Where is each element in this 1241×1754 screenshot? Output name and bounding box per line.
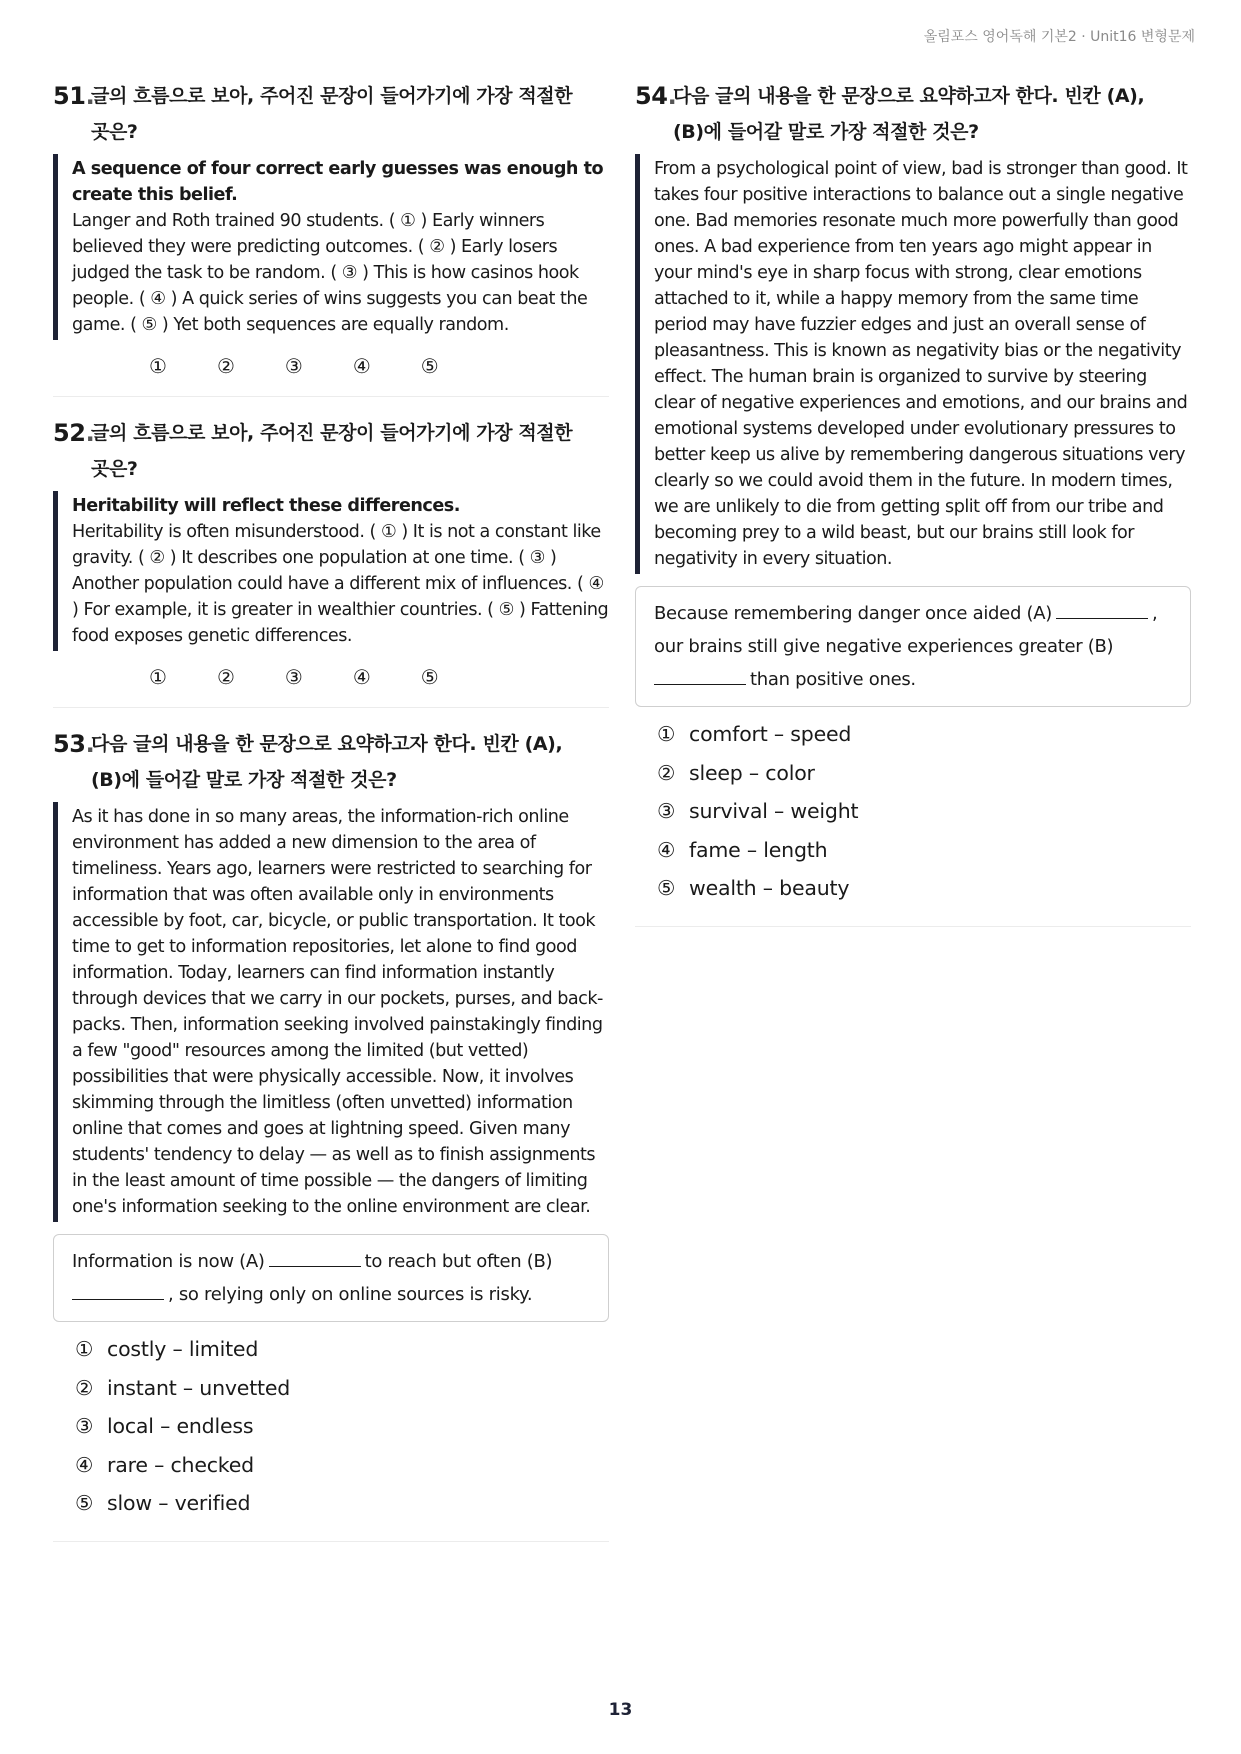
title-line-1: 다음 글의 내용을 한 문장으로 요약하고자 한다. 빈칸 (A),	[91, 733, 563, 755]
given-sentence: A sequence of four correct early guesses was enough to create this belief.	[72, 159, 604, 205]
summary-part-b: to reach but often (B)	[364, 1251, 553, 1272]
title-line-1: 글의 흐름으로 보아, 주어진 문장이 들어가기에 가장 적절한	[91, 422, 573, 444]
question-number: 54.	[635, 82, 677, 110]
summary-part-a: Because remembering danger once aided (A)	[654, 603, 1052, 624]
option-3[interactable]: ③ survival – weight	[657, 799, 859, 823]
question-number: 53.	[53, 730, 95, 758]
choice-1[interactable]: ①	[149, 665, 167, 689]
title-line-2: (B)에 들어갈 말로 가장 적절한 것은?	[673, 121, 979, 143]
title-line-2: 곳은?	[91, 121, 138, 143]
choice-4[interactable]: ④	[352, 354, 371, 378]
given-sentence: Heritability will reflect these differences.	[72, 496, 460, 516]
question-51	[53, 78, 609, 397]
blank-b	[654, 664, 746, 685]
right-column	[635, 78, 1191, 945]
page-header: 올림포스 영어독해 기본2 · Unit16 변형문제	[923, 29, 1195, 45]
summary-part-b: ,	[1151, 603, 1158, 624]
choice-2[interactable]: ②	[216, 665, 235, 689]
option-3[interactable]: ③ local – endless	[75, 1414, 254, 1438]
summary-part-a: Information is now (A)	[72, 1251, 265, 1272]
summary-part-d: than positive ones.	[750, 669, 916, 690]
summary-box	[53, 1234, 609, 1322]
question-53	[53, 726, 609, 1542]
question-54	[635, 78, 1191, 927]
option-4[interactable]: ④ fame – length	[657, 837, 828, 862]
passage-text: Heritability is often misunderstood. ( ① ) It is not a constant like gravity. ( ② ) It describes one population at one time. ( ③ ) Another population could have a different mix of influences. ( ④ ) For example, it is greater in wealthier countries. ( ⑤ ) Fattening food exposes genetic differences.	[72, 522, 609, 646]
passage-text: Langer and Roth trained 90 students. ( ① ) Early winners believed they were predicting outcomes. ( ② ) Early losers judged the task to be random. ( ③ ) This is how casinos hook people. ( ④ ) A quick series of wins suggests you can beat the game. ( ⑤ ) Yet both sequences are equally random.	[72, 211, 588, 335]
choice-2[interactable]: ②	[216, 354, 235, 378]
passage-box	[635, 154, 1191, 574]
title-line-1: 글의 흐름으로 보아, 주어진 문장이 들어가기에 가장 적절한	[91, 85, 573, 107]
question-title	[53, 726, 609, 798]
option-5[interactable]: ⑤ wealth – beauty	[657, 876, 850, 900]
question-title	[635, 78, 1191, 150]
option-1[interactable]: ① costly – limited	[75, 1337, 259, 1361]
option-1[interactable]: ① comfort – speed	[657, 722, 852, 746]
answer-choices	[53, 354, 609, 378]
summary-part-c: , so relying only on online sources is risky.	[168, 1284, 533, 1305]
choice-5[interactable]: ⑤	[420, 354, 439, 378]
question-title	[53, 415, 609, 487]
left-column	[53, 78, 609, 1560]
title-line-2: (B)에 들어갈 말로 가장 적절한 것은?	[91, 769, 397, 791]
question-52	[53, 415, 609, 708]
option-2[interactable]: ② sleep – color	[657, 760, 815, 785]
blank-a	[269, 1246, 361, 1267]
option-list	[53, 1330, 609, 1523]
title-line-1: 다음 글의 내용을 한 문장으로 요약하고자 한다. 빈칸 (A),	[673, 85, 1145, 107]
title-line-2: 곳은?	[91, 458, 138, 480]
option-list	[635, 715, 1191, 908]
question-number: 52.	[53, 419, 95, 447]
passage-box	[53, 491, 609, 651]
question-number: 51.	[53, 82, 95, 110]
passage-text: From a psychological point of view, bad is stronger than good. It takes four positive interactions to balance out a single negative one. Bad memories resonate much more powerfully than good ones. A bad experience from ten years ago might appear in your mind's eye in sharp focus with strong, clear emotions attached to it, while a happy memory from the same time period may have fuzzier edges and just an overall sense of pleasantness. This is known as negativity bias or the negativity effect. The human brain is organized to survive by steering clear of negative experiences and emotions, and our brains and emotional systems developed under evolutionary pressures to better keep us alive by remembering dangerous situations very clearly so we could avoid them in the future. In modern times, we are unlikely to die from getting split off from our tribe and becoming prey to a wild beast, but our brains still look for negativity in every situation.	[654, 159, 1188, 569]
blank-a	[1056, 598, 1148, 619]
passage-box	[53, 154, 609, 340]
summary-box	[635, 586, 1191, 707]
choice-3[interactable]: ③	[284, 354, 303, 378]
passage-box	[53, 802, 609, 1222]
answer-choices	[53, 665, 609, 689]
choice-3[interactable]: ③	[284, 665, 303, 689]
question-title	[53, 78, 609, 150]
passage-text: As it has done in so many areas, the information-rich online environment has added a new dimension to the area of timeliness. Years ago, learners were restricted to searching for information that was often available only in environments accessible by foot, car, bicycle, or public transportation. It took time to get to information repositories, let alone to find good information. Today, learners can find information instantly through devices that we carry in our pockets, purses, and back-packs. Then, information seeking involved painstakingly finding a few "good" resources among the limited (but vetted) possibilities that were physically accessible. Now, it involves skimming through the limitless (often unvetted) information online that comes and goes at lightning speed. Given many students' tendency to delay — as well as to finish assignments in the least amount of time possible — the dangers of limiting one's information seeking to the online environment are clear.	[72, 807, 603, 1217]
choice-5[interactable]: ⑤	[420, 665, 439, 689]
choice-4[interactable]: ④	[352, 665, 371, 689]
option-5[interactable]: ⑤ slow – verified	[75, 1491, 251, 1515]
option-2[interactable]: ② instant – unvetted	[75, 1375, 291, 1400]
option-4[interactable]: ④ rare – checked	[75, 1452, 254, 1477]
choice-1[interactable]: ①	[149, 354, 167, 378]
page-number: 13	[608, 1700, 633, 1720]
summary-part-c: our brains still give negative experiences greater (B)	[654, 636, 1114, 657]
blank-b	[72, 1279, 164, 1300]
